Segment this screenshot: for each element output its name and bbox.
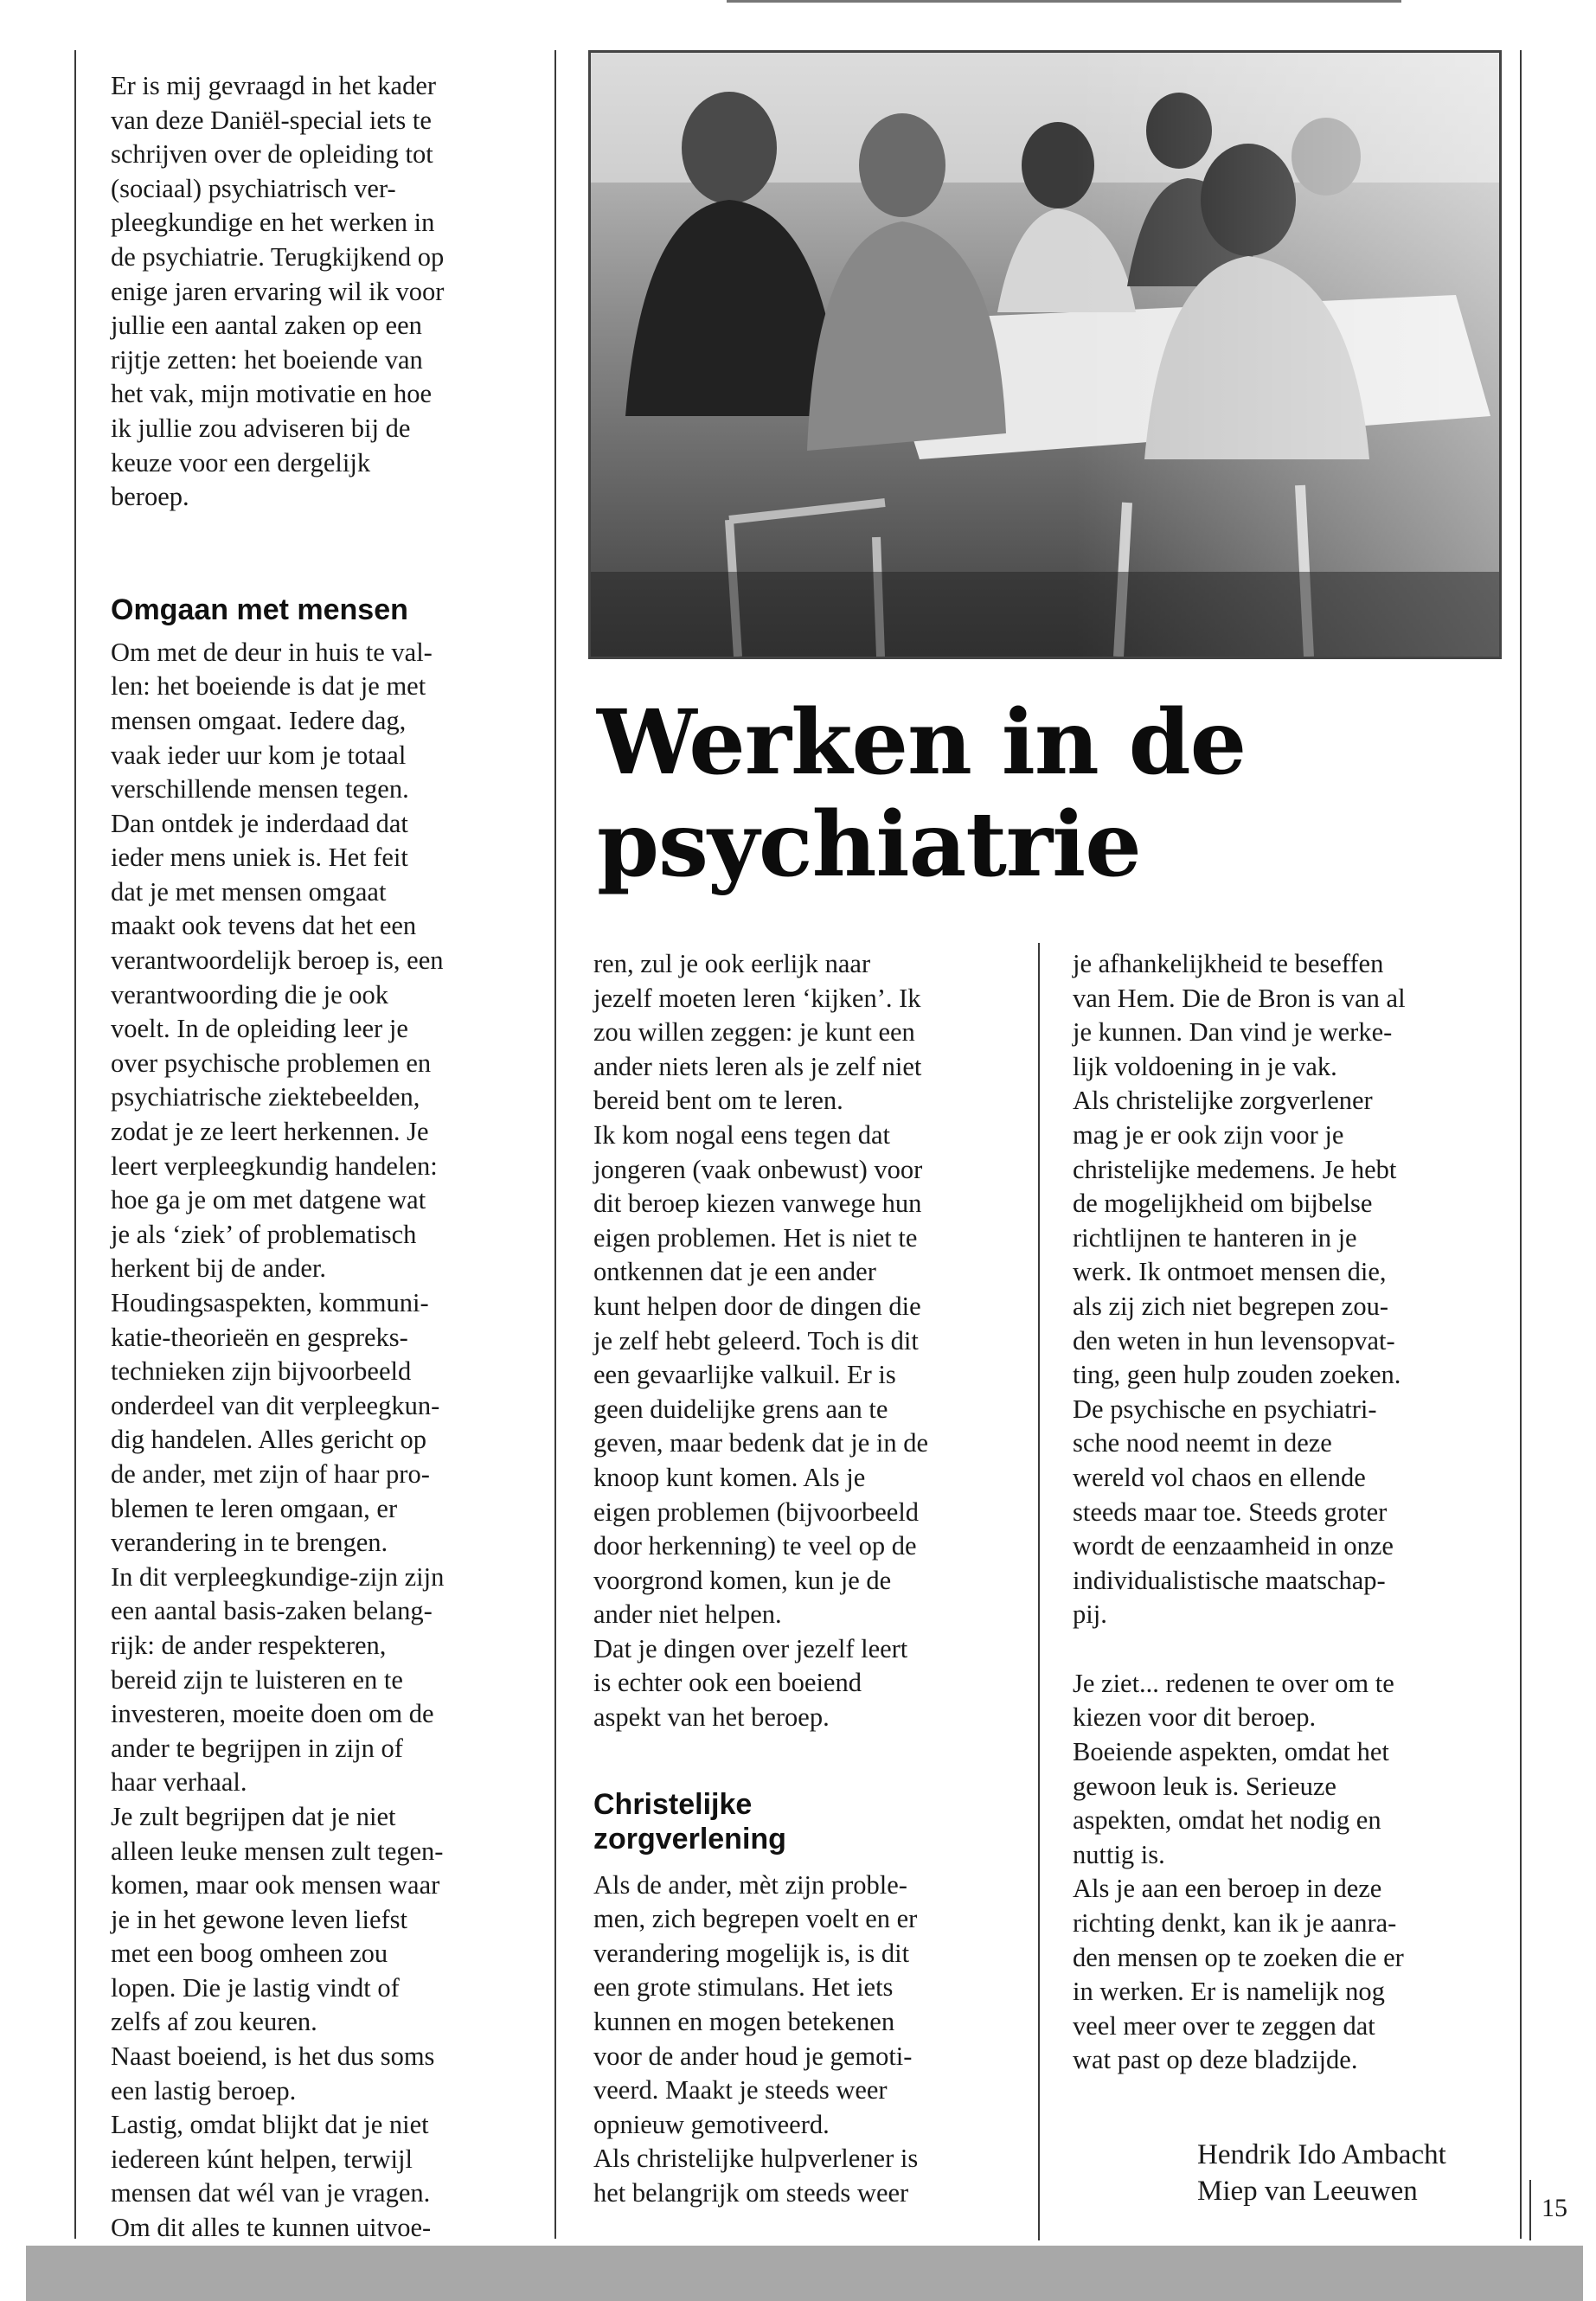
text-line: opnieuw gemotiveerd. <box>593 2109 830 2139</box>
text-line: de ander, met zijn of haar pro- <box>111 1458 430 1489</box>
text-line: lijk voldoening in je vak. <box>1073 1051 1337 1081</box>
text-line: richting denkt, kan ik je aanra- <box>1073 1908 1397 1939</box>
column-2 <box>593 947 1026 2211</box>
text-line: men, zich begrepen voelt en er <box>593 1904 918 1934</box>
text-line: ander niets leren als je zelf niet <box>593 1051 922 1081</box>
text-line: Naast boeiend, is het dus soms <box>111 2041 435 2072</box>
right-margin-rule <box>1520 50 1522 2239</box>
text-line: een gevaarlijke valkuil. Er is <box>593 1360 896 1390</box>
text-line: voorgrond komen, kun je de <box>593 1565 892 1595</box>
heading-christelijke-line1: Christelijke <box>593 1787 753 1821</box>
heading-omgaan-met-mensen: Omgaan met mensen <box>111 593 408 626</box>
article-photo <box>588 50 1502 659</box>
text-line: komen, maar ook mensen waar <box>111 1870 440 1900</box>
text-line: Lastig, omdat blijkt dat je niet <box>111 2110 429 2140</box>
text-line: de mogelijkheid om bijbelse <box>1073 1189 1373 1219</box>
article-title <box>597 692 1246 896</box>
text-line: wat past op deze bladzijde. <box>1073 2045 1358 2075</box>
text-line: Als christelijke hulpverlener is <box>593 2144 919 2174</box>
heading-christelijke-line2: zorgverlening <box>593 1822 786 1856</box>
text-line: eigen problemen. Het is niet te <box>593 1222 918 1253</box>
text-line: jullie een aantal zaken op een <box>111 311 422 341</box>
text-line: de psychiatrie. Terugkijkend op <box>111 241 445 272</box>
text-line: Als je aan een beroep in deze <box>1073 1874 1382 1904</box>
text-line: Houdingsaspekten, kommuni- <box>111 1288 429 1317</box>
text-line: een lastig beroep. <box>111 2075 297 2106</box>
text-line: zodat je ze leert herkennen. Je <box>111 1117 429 1147</box>
text-line: onderdeel van dit verpleegkun- <box>111 1390 440 1420</box>
text-line: ik jullie zou adviseren bij de <box>111 413 411 443</box>
text-line: aspekten, omdat het nodig en <box>1073 1805 1381 1836</box>
text-line: mensen dat wél van je vragen. <box>111 2178 431 2208</box>
text-line: Om dit alles te kunnen uitvoe- <box>111 2213 432 2243</box>
text-line: psychiatrische ziektebeelden, <box>111 1082 420 1112</box>
text-line: Er is mij gevraagd in het kader <box>111 71 437 100</box>
title-line-2: psychiatrie <box>597 792 1141 897</box>
text-line: kunnen en mogen betekenen <box>593 2007 895 2037</box>
text-line: kunt helpen door de dingen die <box>593 1291 921 1321</box>
text-line: kiezen voor dit beroep. <box>1073 1702 1317 1733</box>
text-line: Dat je dingen over jezelf leert <box>593 1633 908 1663</box>
text-line: beroep. <box>111 482 189 512</box>
text-line: voelt. In de opleiding leer je <box>111 1014 408 1044</box>
text-line: dat je met mensen omgaat <box>111 876 387 907</box>
text-line: iedereen kúnt helpen, terwijl <box>111 2144 413 2174</box>
text-line: als zij zich niet begrepen zou- <box>1073 1291 1388 1321</box>
col3-paragraph-2 <box>1073 1667 1509 2078</box>
text-line: Dan ontdek je inderdaad dat <box>111 808 408 838</box>
text-line: ontkennen dat je een ander <box>593 1257 876 1287</box>
text-line: In dit verpleegkundige-zijn zijn <box>111 1561 445 1592</box>
text-line: schrijven over de opleiding tot <box>111 139 433 170</box>
text-line: ander niet helpen. <box>593 1599 782 1630</box>
text-line: het belangrijk om steeds weer <box>593 2178 909 2208</box>
text-line: rijtje zetten: het boeiende van <box>111 344 423 375</box>
text-line: blemen te leren omgaan, er <box>111 1493 398 1523</box>
text-line: pij. <box>1073 1599 1107 1630</box>
text-line: is echter ook een boeiend <box>593 1668 862 1698</box>
text-line: technieken zijn bijvoorbeeld <box>111 1356 412 1387</box>
column-rule-1 <box>554 50 556 2239</box>
text-line: verantwoordelijk beroep is, een <box>111 945 444 976</box>
text-line: nuttig is. <box>1073 1839 1165 1869</box>
text-line: enige jaren ervaring wil ik voor <box>111 276 445 306</box>
text-line: herkent bij de ander. <box>111 1253 326 1284</box>
text-line: sche nood neemt in deze <box>1073 1428 1332 1458</box>
text-line: den mensen op te zoeken die er <box>1073 1942 1404 1972</box>
col2-paragraph-2 <box>593 1868 1026 2211</box>
text-line: van Hem. Die de Bron is van al <box>1073 983 1406 1013</box>
text-line: investeren, moeite doen om de <box>111 1699 434 1729</box>
bottom-gray-bar <box>26 2246 1583 2301</box>
text-line: Als christelijke zorgverlener <box>1073 1086 1373 1116</box>
text-line: keuze voor een dergelijk <box>111 447 371 478</box>
text-line: verandering in te brengen. <box>111 1528 388 1558</box>
text-line: geven, maar bedenk dat je in de <box>593 1428 929 1458</box>
text-line: met een boog omheen zou <box>111 1939 388 1969</box>
text-line: Je zult begrijpen dat je niet <box>111 1801 396 1831</box>
text-line: Boeiende aspekten, omdat het <box>1073 1737 1389 1767</box>
text-line: christelijke medemens. Je hebt <box>1073 1154 1397 1184</box>
text-line: De psychische en psychiatri- <box>1073 1394 1377 1424</box>
text-line: Je ziet... redenen te over om te <box>1073 1668 1394 1698</box>
text-line: veerd. Maakt je steeds weer <box>593 2075 888 2106</box>
text-line: je kunnen. Dan vind je werke- <box>1073 1017 1393 1048</box>
text-line: ting, geen hulp zouden zoeken. <box>1073 1360 1401 1390</box>
text-line: hoe ga je om met datgene wat <box>111 1185 426 1215</box>
text-line: je in het gewone leven liefst <box>111 1904 408 1934</box>
text-line: verandering mogelijk is, is dit <box>593 1938 910 1968</box>
text-line: een aantal basis-zaken belang- <box>111 1596 433 1626</box>
text-line: verschillende mensen tegen. <box>111 774 409 804</box>
text-line: werk. Ik ontmoet mensen die, <box>1073 1257 1387 1287</box>
text-line: den weten in hun levensopvat- <box>1073 1325 1395 1356</box>
text-line: mensen omgaat. Iedere dag, <box>111 705 407 735</box>
column-3 <box>1073 947 1509 2078</box>
text-line: eigen problemen (bijvoorbeeld <box>593 1497 920 1527</box>
top-rule <box>727 0 1401 3</box>
text-line: maakt ook tevens dat het een <box>111 911 417 941</box>
text-line: pleegkundige en het werken in <box>111 208 435 238</box>
text-line: wereld vol chaos en ellende <box>1073 1462 1366 1492</box>
text-line: alleen leuke mensen zult tegen- <box>111 1836 444 1866</box>
text-line: dig handelen. Alles gericht op <box>111 1425 427 1455</box>
author-1: Hendrik Ido Ambacht <box>1197 2139 1446 2170</box>
title-line-1: Werken in de <box>597 690 1247 795</box>
text-line: geen duidelijke grens aan te <box>593 1394 888 1424</box>
text-line: bereid zijn te luisteren en te <box>111 1664 403 1695</box>
text-line: het vak, mijn motivatie en hoe <box>111 379 432 409</box>
text-line: bereid bent om te leren. <box>593 1086 843 1116</box>
text-line: ieder mens uniek is. Het feit <box>111 843 408 873</box>
column-rule-2 <box>1038 943 1040 2240</box>
page-number-rule <box>1529 2180 1531 2240</box>
text-line: aspekt van het beroep. <box>593 1702 830 1733</box>
text-line: richtlijnen te hanteren in je <box>1073 1222 1357 1253</box>
text-line: haar verhaal. <box>111 1767 247 1798</box>
heading-christelijke-zorgverlening <box>593 1787 1026 1856</box>
text-line: Om met de deur in huis te val- <box>111 637 433 667</box>
column-1 <box>111 69 543 2246</box>
meeting-photo-illustration <box>591 53 1499 657</box>
text-line: Ik kom nogal eens tegen dat <box>593 1119 891 1150</box>
text-line: len: het boeiende is dat je met <box>111 671 426 702</box>
text-line: Als de ander, mèt zijn proble- <box>593 1869 907 1900</box>
text-line: jongeren (vaak onbewust) voor <box>593 1154 923 1184</box>
text-line: mag je er ook zijn voor je <box>1073 1119 1344 1150</box>
text-line: je als ‘ziek’ of problematisch <box>111 1219 417 1249</box>
text-line: leert verpleegkundig handelen: <box>111 1150 438 1181</box>
text-line: jezelf moeten leren ‘kijken’. Ik <box>593 983 921 1013</box>
text-line: je afhankelijkheid te beseffen <box>1073 949 1384 978</box>
text-line: zelfs af zou keuren. <box>111 2007 317 2037</box>
author-credit <box>1197 2137 1446 2209</box>
text-line: een grote stimulans. Het iets <box>593 1972 894 2003</box>
text-line: veel meer over te zeggen dat <box>1073 2010 1375 2041</box>
text-line: wordt de eenzaamheid in onze <box>1073 1531 1394 1561</box>
text-line: zou willen zeggen: je kunt een <box>593 1017 915 1048</box>
text-line: ren, zul je ook eerlijk naar <box>593 949 871 978</box>
text-line: je zelf hebt geleerd. Toch is dit <box>593 1325 919 1356</box>
text-line: vaak ieder uur kom je totaal <box>111 740 407 770</box>
author-2: Miep van Leeuwen <box>1197 2176 1418 2207</box>
text-line: dit beroep kiezen vanwege hun <box>593 1189 922 1219</box>
col2-paragraph-1 <box>593 947 1026 1735</box>
text-line: over psychische problemen en <box>111 1048 432 1078</box>
text-line: gewoon leuk is. Serieuze <box>1073 1771 1336 1801</box>
col3-paragraph-1 <box>1073 947 1509 1632</box>
text-line: in werken. Er is namelijk nog <box>1073 1977 1385 2007</box>
text-line: rijk: de ander respekteren, <box>111 1630 387 1660</box>
text-line: katie-theorieën en gespreks- <box>111 1322 408 1352</box>
page-number: 15 <box>1542 2194 1567 2222</box>
text-line: (sociaal) psychiatrisch ver- <box>111 173 396 203</box>
left-margin-rule <box>74 50 76 2239</box>
intro-paragraph <box>111 69 543 515</box>
text-line: steeds maar toe. Steeds groter <box>1073 1497 1388 1527</box>
text-line: individualistische maatschap- <box>1073 1565 1386 1595</box>
text-line: door herkenning) te veel op de <box>593 1531 917 1561</box>
omgaan-paragraph <box>111 636 543 2246</box>
text-line: verantwoording die je ook <box>111 979 389 1009</box>
text-line: ander te begrijpen in zijn of <box>111 1733 403 1763</box>
text-line: knoop kunt komen. Als je <box>593 1462 866 1492</box>
text-line: van deze Daniël-special iets te <box>111 105 432 135</box>
text-line: lopen. Die je lastig vindt of <box>111 1972 400 2003</box>
text-line: voor de ander houd je gemoti- <box>593 2041 913 2071</box>
